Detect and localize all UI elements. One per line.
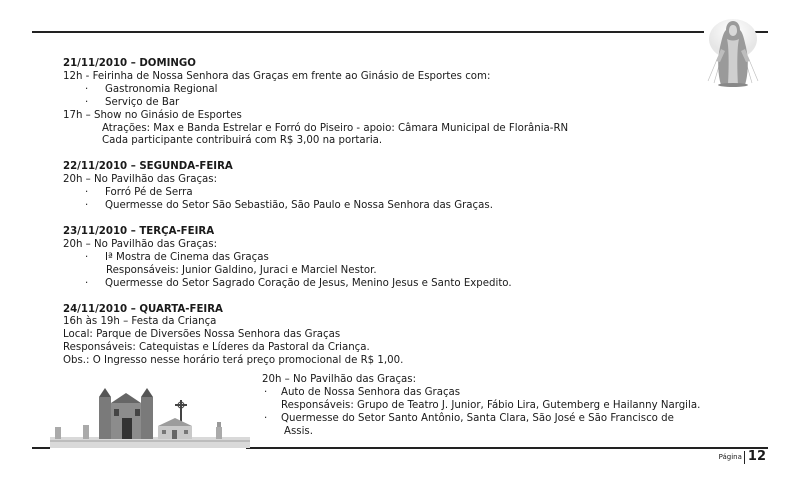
segunda-line-1: 20h – No Pavilhão das Graças: bbox=[63, 174, 218, 186]
bullet-icon: · bbox=[85, 200, 89, 212]
bullet-icon: · bbox=[85, 83, 89, 95]
church-image bbox=[50, 385, 250, 448]
segunda-bullet-1: · Forró Pé de Serra bbox=[85, 187, 193, 199]
domingo-bullet-2: · Serviço de Bar bbox=[85, 96, 180, 108]
page-divider bbox=[744, 451, 745, 464]
program-content bbox=[63, 58, 763, 368]
quarta-line-2: Local: Parque de Diversões Nossa Senhora das Graças bbox=[63, 329, 341, 341]
bottom-rule bbox=[246, 447, 768, 449]
quarta-line-3: Responsáveis: Catequistas e Líderes da Pastoral da Criança. bbox=[63, 342, 370, 354]
page-number bbox=[719, 449, 766, 465]
quarta-line-5: 20h – No Pavilhão das Graças: bbox=[262, 374, 417, 385]
quarta-line-1: 16h às 19h – Festa da Criança bbox=[63, 316, 217, 328]
heading-terca: 23/11/2010 – TERÇA-FEIRA bbox=[63, 225, 215, 237]
bullet-icon: · bbox=[85, 277, 89, 289]
quarta-line-6: Responsáveis: Grupo de Teatro J. Junior, Fábio Lira, Gutemberg e Hailanny Nargila. bbox=[281, 399, 701, 411]
terca-bullet-2: · Quermesse do Setor Sagrado Coração de Jesus, Menino Jesus e Santo Expedito. bbox=[85, 277, 512, 289]
domingo-line-2: 17h – Show no Ginásio de Esportes bbox=[63, 109, 242, 121]
domingo-bullet-1: · Gastronomia Regional bbox=[85, 83, 218, 95]
quarta-line-7: Assis. bbox=[284, 425, 313, 437]
page-label: Página bbox=[718, 453, 742, 461]
bullet-icon: · bbox=[85, 96, 89, 108]
domingo-line-4: Cada participante contribuirá com R$ 3,00 na portaria. bbox=[102, 135, 383, 147]
bullet-icon: · bbox=[264, 412, 268, 424]
heading-segunda: 22/11/2010 – SEGUNDA-FEIRA bbox=[63, 161, 233, 173]
bullet-icon: · bbox=[85, 251, 89, 263]
bottom-rule-left bbox=[32, 447, 50, 449]
terca-bullet-1: · Iª Mostra de Cinema das Graças bbox=[85, 251, 269, 263]
bullet-icon: · bbox=[264, 386, 268, 398]
quarta-line-4: Obs.: O Ingresso nesse horário terá preço promocional de R$ 1,00. bbox=[63, 355, 404, 367]
heading-quarta: 24/11/2010 – QUARTA-FEIRA bbox=[63, 303, 223, 315]
heading-domingo: 21/11/2010 – DOMINGO bbox=[63, 58, 196, 69]
terca-line-2: Responsáveis: Junior Galdino, Juraci e Marciel Nestor. bbox=[106, 264, 377, 276]
quarta-bullet-2: · Quermesse do Setor Santo Antônio, Santa Clara, São José e São Francisco de bbox=[264, 412, 674, 424]
domingo-line-3: Atrações: Max e Banda Estrelar e Forró do Piseiro - apoio: Câmara Municipal de Florânia-RN bbox=[102, 122, 569, 134]
top-rule bbox=[32, 31, 704, 33]
segunda-bullet-2: · Quermesse do Setor São Sebastião, São Paulo e Nossa Senhora das Graças. bbox=[85, 200, 493, 212]
terca-line-1: 20h – No Pavilhão das Graças: bbox=[63, 238, 218, 250]
page-number-value: 12 bbox=[747, 449, 766, 464]
quarta-evening-block bbox=[262, 374, 700, 439]
domingo-line-1: 12h - Feirinha de Nossa Senhora das Graças em frente ao Ginásio de Esportes com: bbox=[63, 70, 491, 82]
quarta-bullet-1: · Auto de Nossa Senhora das Graças bbox=[264, 386, 461, 398]
bullet-icon: · bbox=[85, 187, 89, 199]
